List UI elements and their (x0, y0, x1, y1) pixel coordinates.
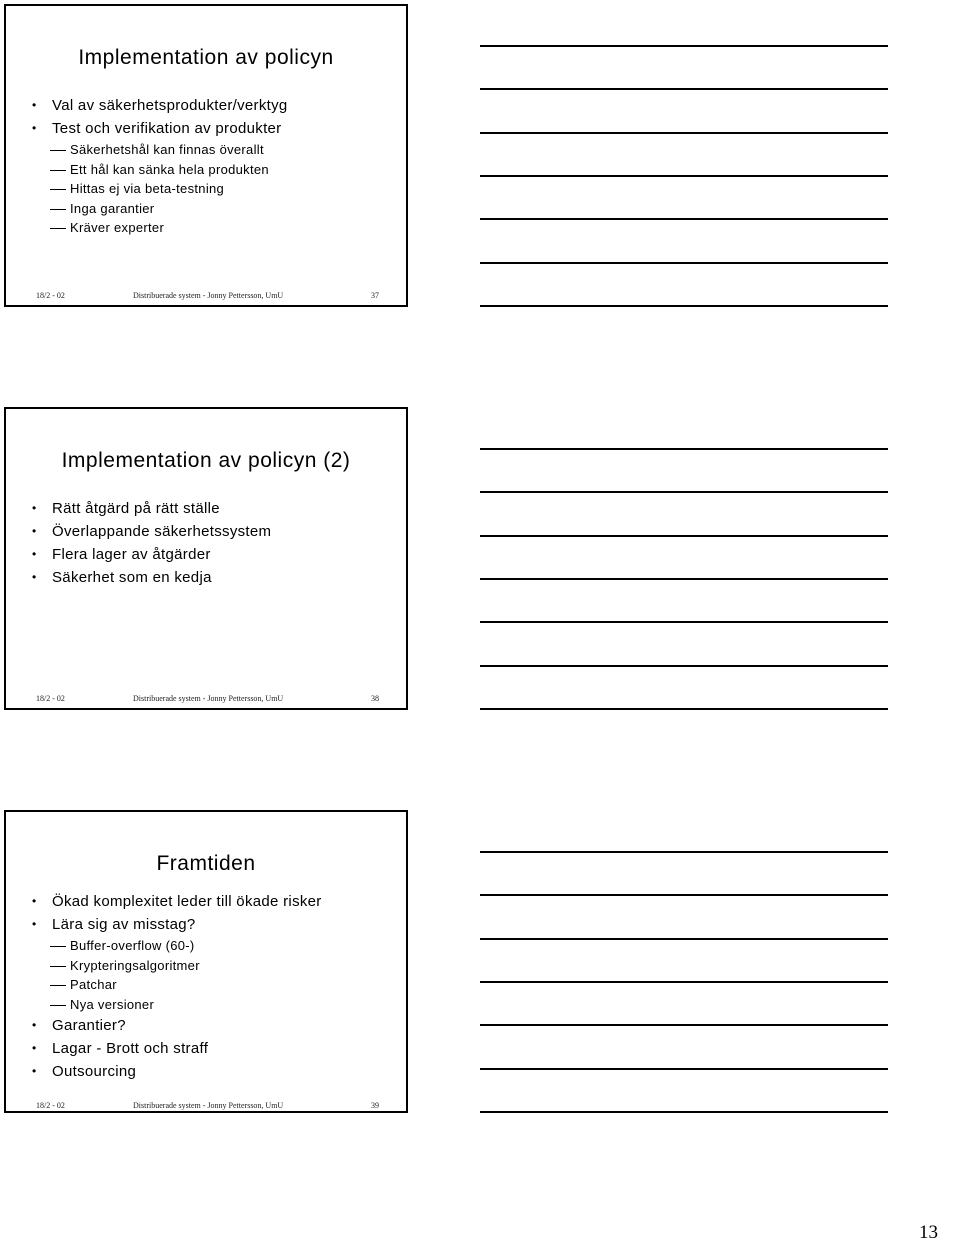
bullet-item: • Säkerhet som en kedja (28, 566, 396, 589)
note-line (480, 981, 888, 983)
note-line (480, 491, 888, 493)
bullet-item: • Ökad komplexitet leder till ökade risker (28, 890, 396, 913)
footer-date: 18/2 - 02 (36, 1101, 65, 1110)
slide-number: 38 (371, 694, 379, 703)
sub-bullet-item: Patchar (28, 975, 396, 995)
note-line (480, 621, 888, 623)
note-line (480, 448, 888, 450)
bullet-list (28, 497, 396, 589)
sub-bullet-item: Nya versioner (28, 995, 396, 1015)
slide-title: Implementation av policyn (2) (61, 449, 351, 472)
sub-bullet-item: Krypteringsalgoritmer (28, 956, 396, 976)
page-number: 13 (919, 1222, 938, 1243)
bullet-list (28, 890, 396, 1083)
footer-author: Distribuerade system - Jonny Pettersson, UmU (133, 291, 284, 300)
sub-bullet-item: Inga garantier (28, 199, 396, 219)
slide-39 (4, 810, 408, 1113)
bullet-item: • Val av säkerhetsprodukter/verktyg (28, 94, 396, 117)
slide-38 (4, 407, 408, 710)
bullet-item: • Flera lager av åtgärder (28, 543, 396, 566)
footer-date: 18/2 - 02 (36, 694, 65, 703)
note-line (480, 218, 888, 220)
note-line (480, 88, 888, 90)
bullet-list (28, 94, 396, 238)
slide-number: 39 (371, 1101, 379, 1110)
note-line (480, 45, 888, 47)
bullet-item: • Garantier? (28, 1014, 396, 1037)
slide-title: Implementation av policyn (78, 46, 334, 69)
footer-author: Distribuerade system - Jonny Pettersson, UmU (133, 1101, 284, 1110)
note-line (480, 938, 888, 940)
note-line (480, 175, 888, 177)
note-line (480, 578, 888, 580)
footer-author: Distribuerade system - Jonny Pettersson, UmU (133, 694, 284, 703)
note-line (480, 665, 888, 667)
bullet-item: • Outsourcing (28, 1060, 396, 1083)
note-line (480, 1111, 888, 1113)
note-line (480, 851, 888, 853)
sub-bullet-item: Buffer-overflow (60-) (28, 936, 396, 956)
slide-title: Framtiden (156, 852, 256, 875)
footer-date: 18/2 - 02 (36, 291, 65, 300)
slide-number: 37 (371, 291, 379, 300)
note-line (480, 894, 888, 896)
sub-bullet-item: Ett hål kan sänka hela produkten (28, 160, 396, 180)
note-line (480, 132, 888, 134)
bullet-item: • Överlappande säkerhetssystem (28, 520, 396, 543)
bullet-item: • Test och verifikation av produkter (28, 117, 396, 140)
bullet-item: • Rätt åtgärd på rätt ställe (28, 497, 396, 520)
sub-bullet-item: Säkerhetshål kan finnas överallt (28, 140, 396, 160)
slide-37 (4, 4, 408, 307)
sub-bullet-item: Hittas ej via beta-testning (28, 179, 396, 199)
sub-bullet-item: Kräver experter (28, 218, 396, 238)
note-line (480, 1024, 888, 1026)
note-line (480, 708, 888, 710)
note-line (480, 262, 888, 264)
note-line (480, 535, 888, 537)
note-line (480, 1068, 888, 1070)
bullet-item: • Lära sig av misstag? (28, 913, 396, 936)
bullet-item: • Lagar - Brott och straff (28, 1037, 396, 1060)
note-line (480, 305, 888, 307)
